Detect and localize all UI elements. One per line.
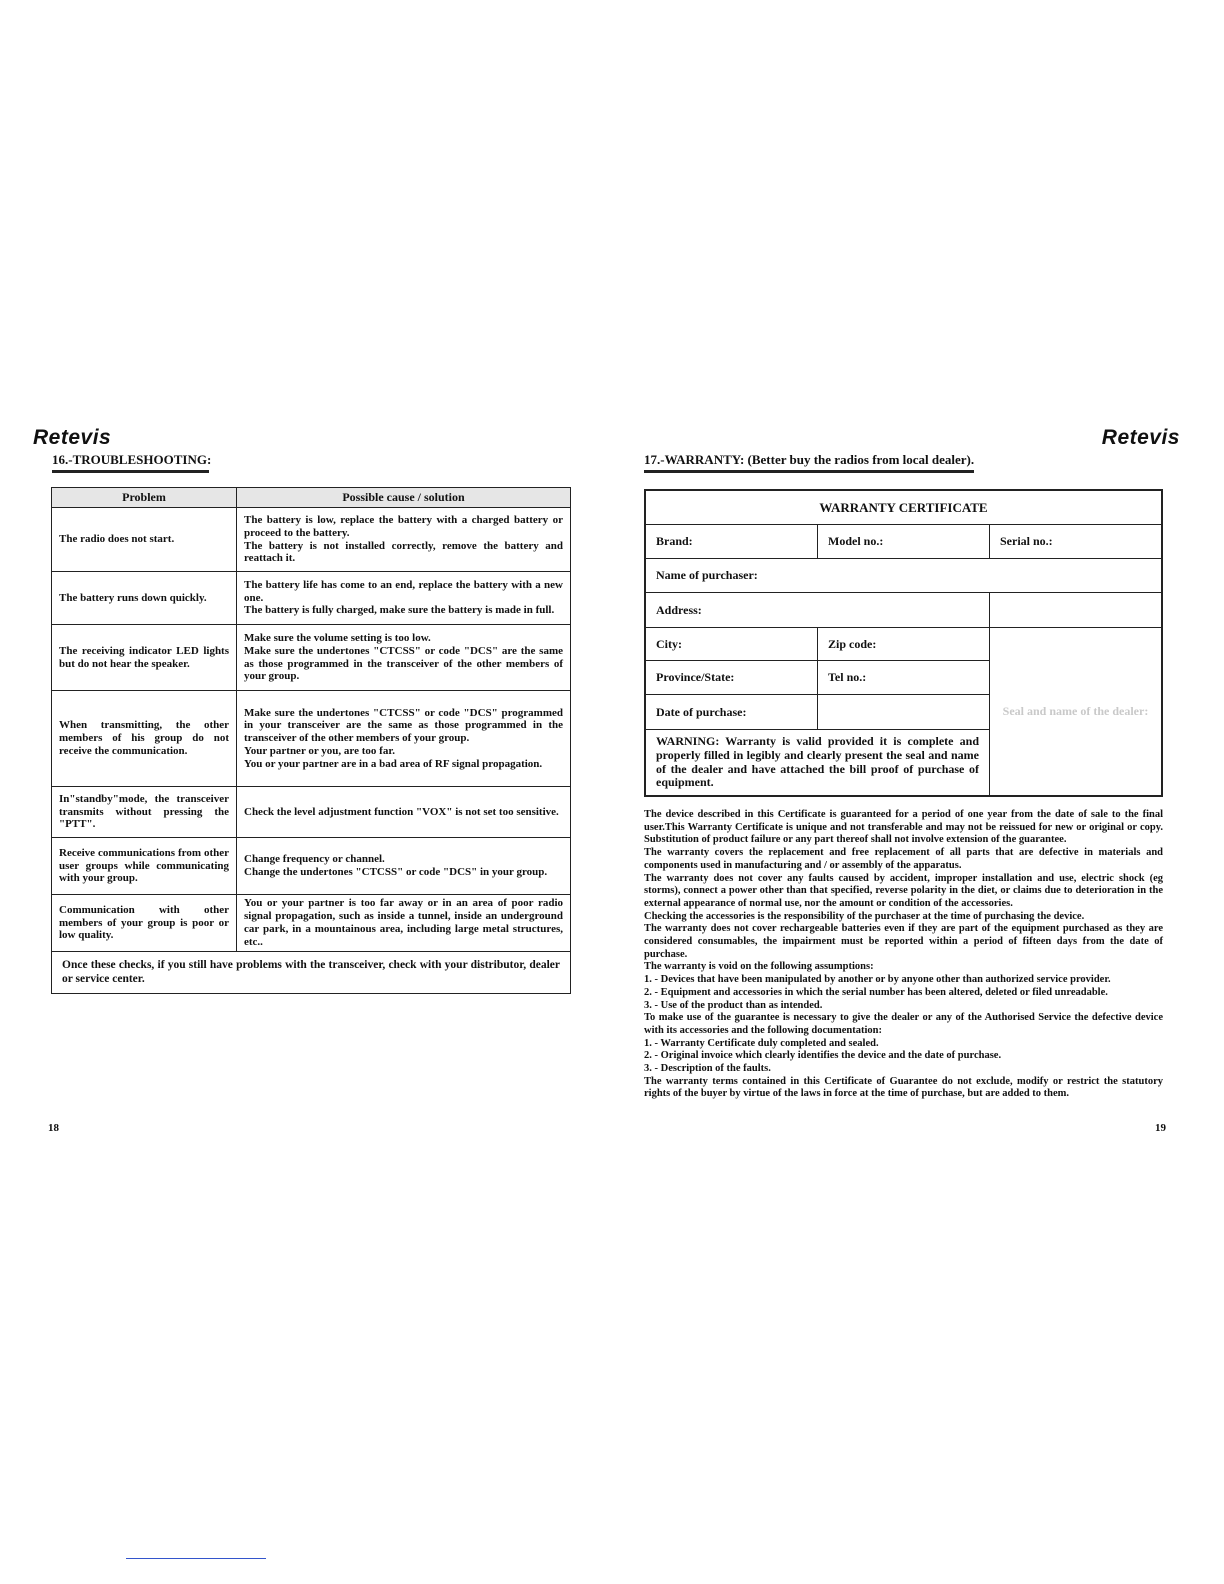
solution-cell xyxy=(237,691,571,787)
solution-cell xyxy=(237,508,571,572)
heading-underline-left xyxy=(52,470,209,473)
table-row xyxy=(52,508,571,572)
problem-cell: The receiving indicator LED lights but do not hear the speaker. xyxy=(52,625,237,691)
city-field[interactable]: City: xyxy=(645,628,818,661)
problem-cell: The radio does not start. xyxy=(52,508,237,572)
warranty-paragraph: 3. - Description of the faults. xyxy=(644,1063,771,1075)
table-row xyxy=(52,691,571,787)
problem-cell: The battery runs down quickly. xyxy=(52,572,237,625)
zip-field[interactable]: Zip code: xyxy=(818,628,990,661)
troubleshooting-heading: 16.-TROUBLESHOOTING: xyxy=(52,452,212,467)
address-field[interactable]: Address: xyxy=(645,593,990,628)
warranty-paragraph: 2. - Original invoice which clearly identifies the device and the date of purchase. xyxy=(644,1050,1002,1062)
page-number-left: 18 xyxy=(48,1122,59,1134)
problem-cell: When transmitting, the other members of his group do not receive the communication. xyxy=(52,691,237,787)
warranty-paragraph: The device described in this Certificate is guaranteed for a period of one year from the date of sale to the final user.This Warranty Certificate is unique and not transferable and may not be reissued for new or original or copy. Substitution of product failure or any part thereof shall not involve extension of the guarantee. xyxy=(644,809,1163,846)
page-number-right: 19 xyxy=(1155,1122,1166,1134)
solution-text: Change frequency or channel. Change the undertones "CTCSS" or code "DCS" in your group. xyxy=(244,853,548,878)
model-field[interactable]: Model no.: xyxy=(818,525,990,559)
certificate-title: WARRANTY CERTIFICATE xyxy=(645,490,1162,525)
tel-field[interactable]: Tel no.: xyxy=(818,661,990,695)
table-row xyxy=(52,625,571,691)
table-row xyxy=(52,838,571,895)
solution-cell: You or your partner is too far away or in an area of poor radio signal propagation, such as inside a tunnel, inside an underground car park, in a mountainous area, including large metal structures, etc.. xyxy=(237,895,571,952)
heading-underline-right xyxy=(644,470,974,473)
table-row xyxy=(52,895,571,952)
warranty-paragraph: The warranty is void on the following assumptions: xyxy=(644,961,874,973)
warranty-paragraph: To make use of the guarantee is necessary to give the dealer or any of the Authorised Service the defective device with its accessories and the following documentation: xyxy=(644,1012,1163,1036)
warranty-paragraph: The warranty does not cover rechargeable batteries even if they are part of the equipment purchased as they are considered consumables, the impairment must be reported within a period of fifteen days from the date of purchase. xyxy=(644,923,1163,960)
dealer-seal-area[interactable]: Seal and name of the dealer: xyxy=(990,628,1163,797)
date-of-purchase-field[interactable]: Date of purchase: xyxy=(645,695,818,730)
warranty-paragraph: 2. - Equipment and accessories in which the serial number has been altered, deleted or filed unreadable. xyxy=(644,986,1108,998)
troubleshooting-table xyxy=(51,487,571,994)
warranty-paragraph: Checking the accessories is the responsibility of the purchaser at the time of purchasing the device. xyxy=(644,910,1085,922)
purchaser-field[interactable]: Name of purchaser: xyxy=(645,559,1162,593)
warranty-paragraph: 3. - Use of the product than as intended. xyxy=(644,999,823,1011)
province-field[interactable]: Province/State: xyxy=(645,661,818,695)
date-value-field[interactable] xyxy=(818,695,990,730)
table-footer-note: Once these checks, if you still have problems with the transceiver, check with your distributor, dealer or service center. xyxy=(52,952,571,994)
warranty-warning: WARNING: Warranty is valid provided it is complete and properly filled in legibly and clearly present the seal and name of the dealer and have attached the bill proof of purchase of equipment. xyxy=(645,730,990,797)
warranty-terms xyxy=(644,809,1163,1101)
solution-cell xyxy=(237,625,571,691)
column-header-problem: Problem xyxy=(52,488,237,508)
solution-text: Check the level adjustment function "VOX" is not set too sensitive. xyxy=(244,805,559,818)
solution-cell xyxy=(237,787,571,838)
problem-cell: Communication with other members of your group is poor or low quality. xyxy=(52,895,237,952)
problem-cell: In"standby"mode, the transceiver transmits without pressing the "PTT". xyxy=(52,787,237,838)
table-row xyxy=(52,787,571,838)
column-header-solution: Possible cause / solution xyxy=(237,488,571,508)
solution-cell xyxy=(237,838,571,895)
table-footer-row xyxy=(52,952,571,994)
warranty-paragraph: 1. - Warranty Certificate duly completed and sealed. xyxy=(644,1037,879,1049)
table-header-row xyxy=(52,488,571,508)
brand-field[interactable]: Brand: xyxy=(645,525,818,559)
solution-text: Make sure the volume setting is too low. Make sure the undertones "CTCSS" or code "DCS" are the same as those programmed in the transceiver of the other members of your group. xyxy=(244,631,563,683)
warranty-paragraph: The warranty does not cover any faults caused by accident, improper installation and use, electric shock (eg storms), connect a power other than that specified, reverse polarity in the diet, or claims due to deterioration in the external appearance of normal use, nor the amount or condition of the accessories. xyxy=(644,872,1163,909)
warranty-paragraph: The warranty covers the replacement and free replacement of all parts that are defective in materials and components used in manufacturing and / or assembly of the apparatus. xyxy=(644,847,1163,871)
warranty-paragraph: The warranty terms contained in this Certificate of Guarantee do not exclude, modify or restrict the statutory rights of the buyer by virtue of the laws in force at the time of purchase, but are added to them. xyxy=(644,1075,1163,1100)
table-row xyxy=(52,572,571,625)
warranty-heading: 17.-WARRANTY: (Better buy the radios from local dealer). xyxy=(644,452,975,467)
problem-cell: Receive communications from other user groups while communicating with your group. xyxy=(52,838,237,895)
address-extra-field[interactable] xyxy=(990,593,1163,628)
brand-logo-left: Retevis xyxy=(33,426,112,449)
bottom-link-line xyxy=(126,1558,266,1559)
solution-text: The battery life has come to an end, replace the battery with a new one. The battery is fully charged, make sure the battery is made in full. xyxy=(244,578,563,617)
solution-cell xyxy=(237,572,571,625)
brand-logo-right: Retevis xyxy=(1101,426,1180,449)
warranty-certificate xyxy=(644,489,1163,797)
serial-field[interactable]: Serial no.: xyxy=(990,525,1163,559)
solution-text: Make sure the undertones "CTCSS" or code "DCS" programmed in your transceiver are the same as those programmed in the transceiver of the other members of your group. Your partner or you, are too far. You or your partner are in a bad area of RF signal propagation. xyxy=(244,706,563,770)
warranty-paragraph: 1. - Devices that have been manipulated by another or by anyone other than authorized service provider. xyxy=(644,974,1111,986)
solution-text: The battery is low, replace the battery with a charged battery or proceed to the battery. The battery is not installed correctly, remove the battery and reattach it. xyxy=(244,513,563,565)
